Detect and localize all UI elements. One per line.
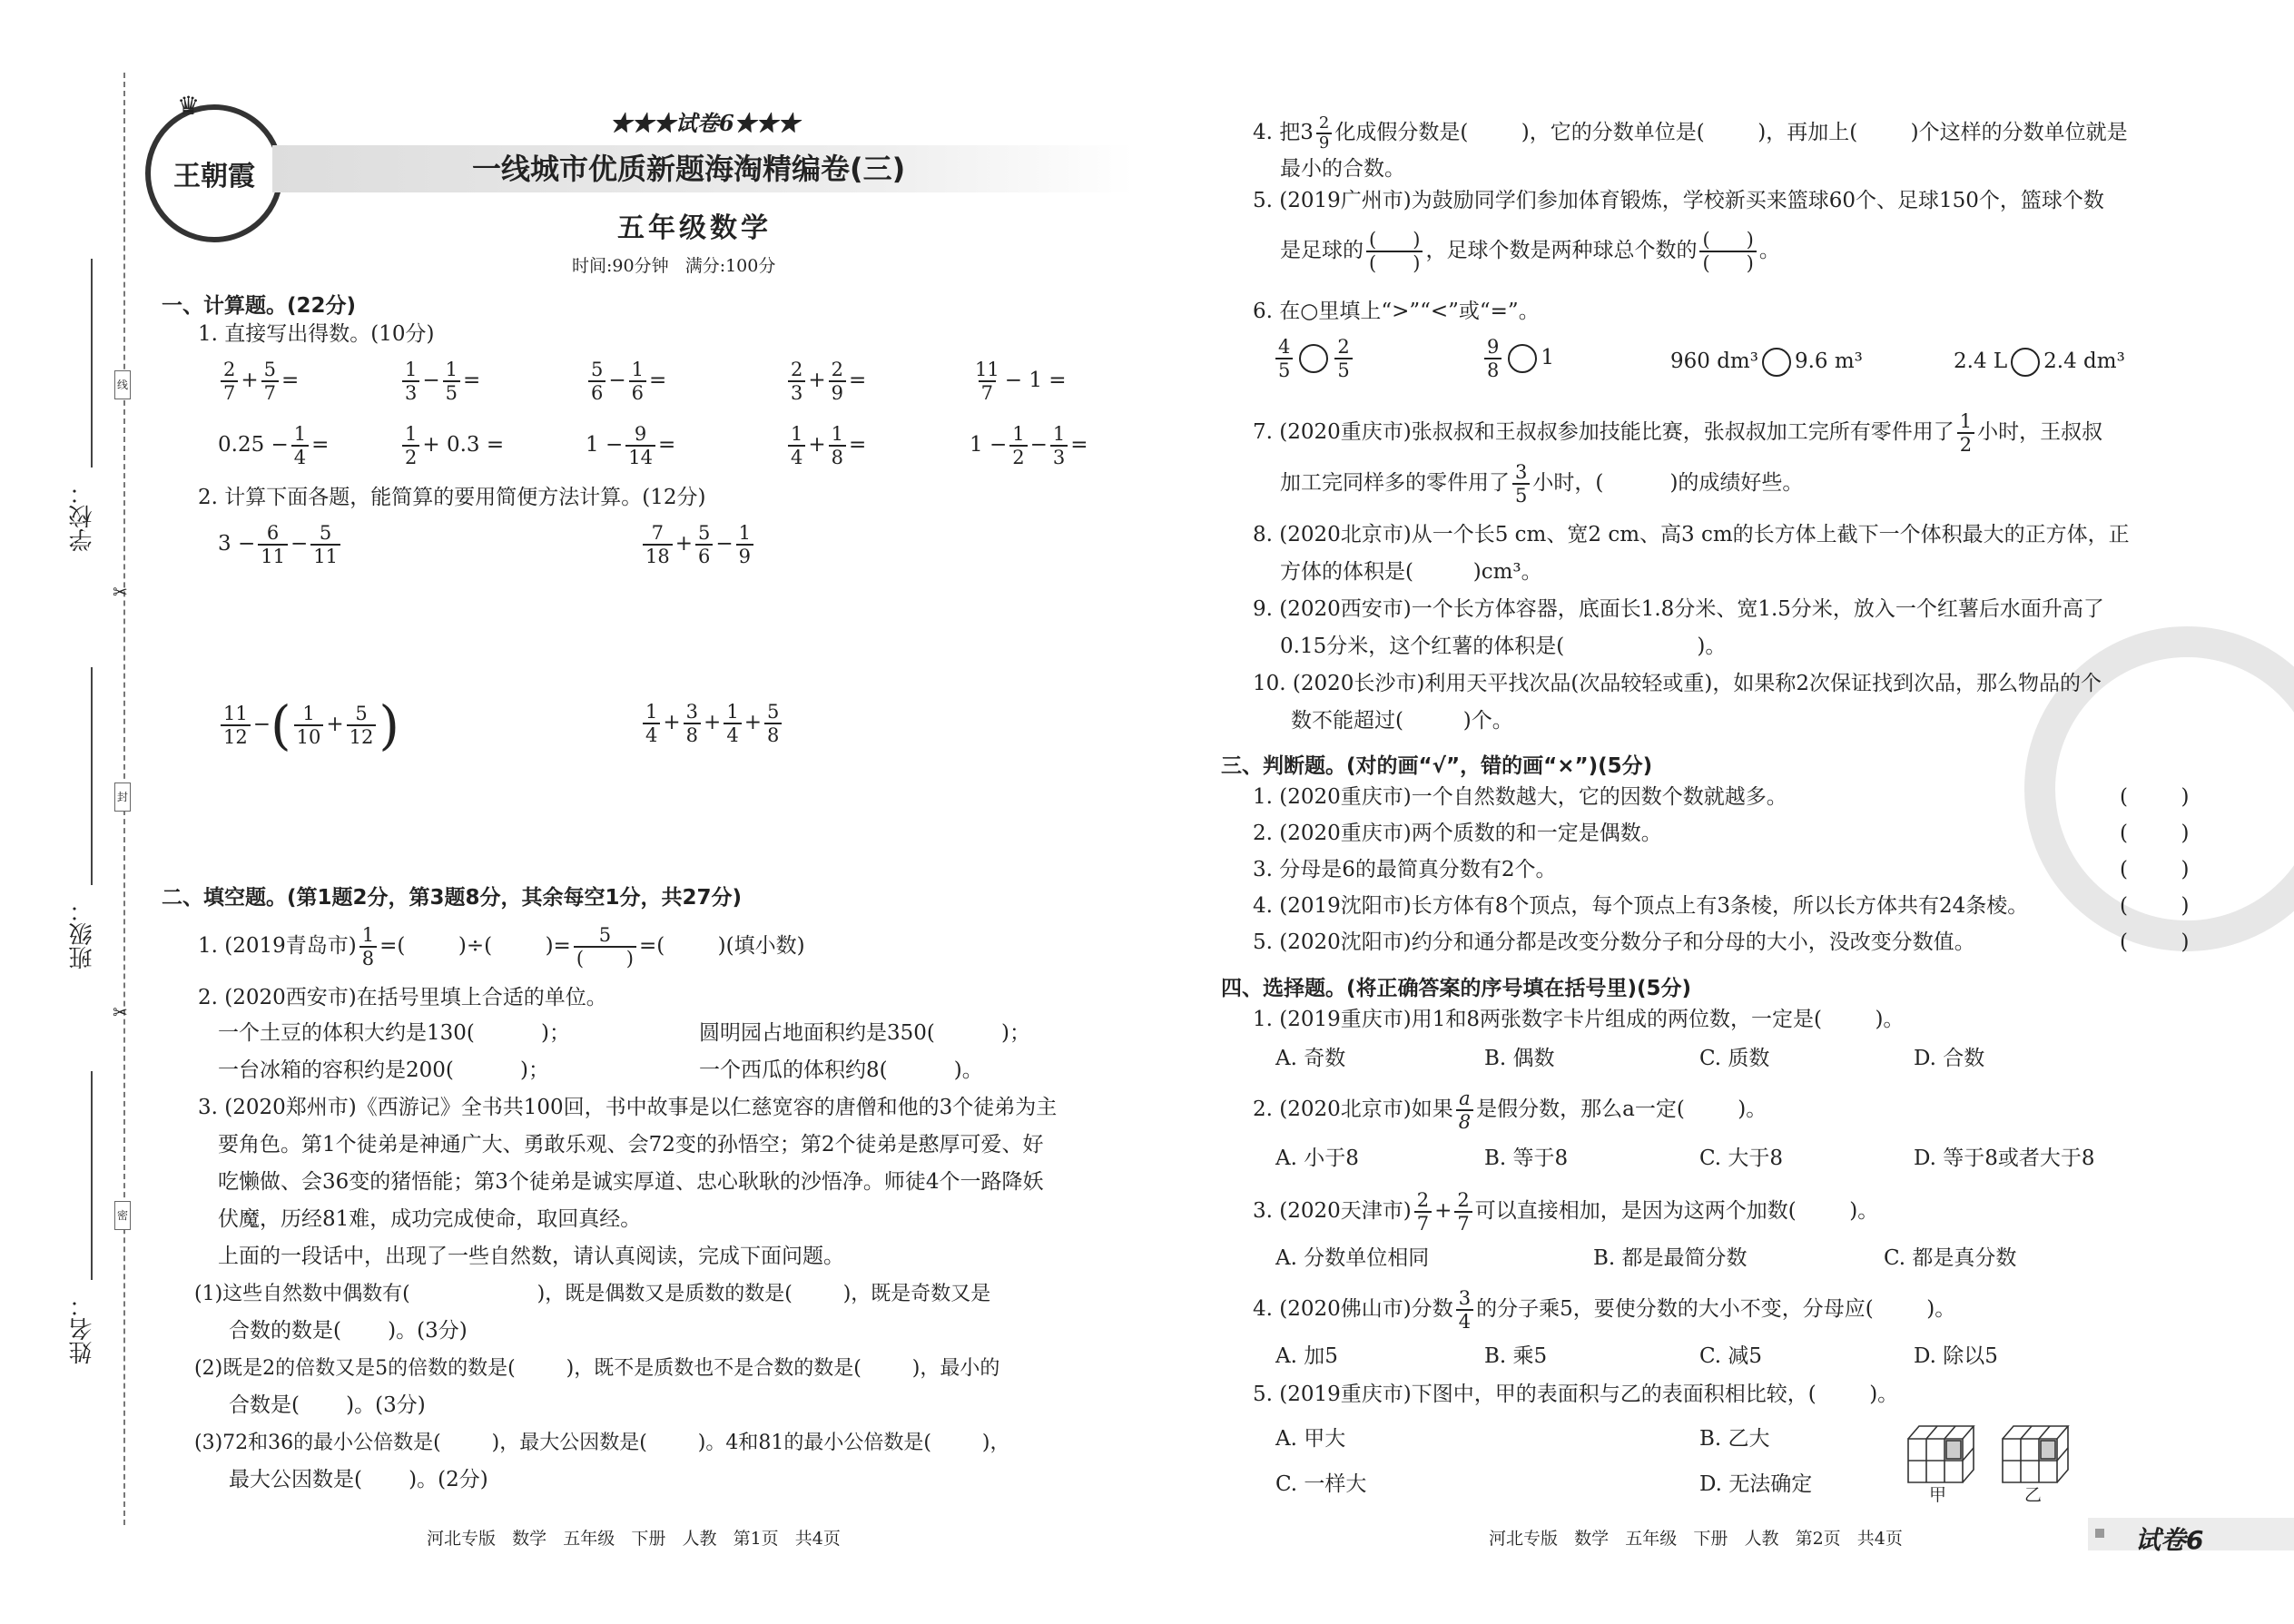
r-q10-a: 10. (2020长沙市)利用天平找次品(次品较轻或重)，如果称2次保证找到次品，那么物品的个 [1253,672,2102,695]
calc-3: $\frac{5}{6}$ − $\frac{1}{6}$ = [586,359,666,404]
c4-opt-d[interactable]: D. 除以5 [1914,1344,1998,1368]
r-q6: 6. 在○里填上“>”“<”或“=”。 [1253,300,1540,323]
r-q8-b: 方体的体积是( )cm³。 [1280,560,1542,584]
compare-2-right: 1 [1541,346,1555,369]
calc-6: 0.25 − $\frac{1}{4}$ = [218,423,330,468]
calc-10: 1 − $\frac{1}{2}$ − $\frac{1}{3}$ = [970,423,1088,468]
compare-4-right: 2.4 dm³ [2043,349,2125,373]
figure-label-yi: 乙 [2024,1485,2043,1505]
c1-opt-c[interactable]: C. 质数 [1699,1047,1770,1070]
s2-q1-a: 1. (2019青岛市) [198,934,357,958]
calc-5: $\frac{11}{7}$ − 1 = [975,359,1067,404]
tag-xian: 线 [114,370,131,399]
footer-left: 河北专版 数学 五年级 下册 人教 第1页 共4页 [427,1529,841,1549]
s2-q1: 1. (2019青岛市) $\frac{1}{8}$ =( )÷( )= $\frac{5}{( )}$ =( )(填小数) [198,924,805,969]
series-title: 一线城市优质新题海淘精编卷(三) [472,152,906,186]
r-q8-a: 8. (2020北京市)从一个长5 cm、宽2 cm、高3 cm的长方体上截下一个体积最大的正方体，正 [1253,523,2130,546]
scissors-icon-2: ✂ [113,1001,128,1023]
compare-4-left: 2.4 L [1954,349,2008,373]
exam-meta: 时间:90分钟 满分:100分 [572,256,776,276]
s2-q3-l3: 吃懒做、会36变的猪悟能；第3个徒弟是诚实厚道、忠心耿耿的沙悟净。师徒4个一路降妖 [218,1170,1044,1194]
calc-12: $\frac{7}{18}$ + $\frac{5}{6}$ − $\frac{1}{9}$ [640,522,756,567]
choice-3: 3. (2020天津市) $\frac{2}{7}$ + $\frac{2}{7}$ 可以直接相加，是因为这两个加数( )。 [1253,1189,1879,1235]
calc-1: $\frac{2}{7}$ + $\frac{5}{7}$ = [218,359,299,404]
r-q7-b: 小时，王叔叔 [1977,420,2103,444]
judge-2: 2. (2020重庆市)两个质数的和一定是偶数。 [1253,822,1662,845]
calc-7: $\frac{1}{2}$ + 0.3 = [399,423,504,468]
c4-opt-c[interactable]: C. 减5 [1699,1344,1763,1368]
judge-answer-5[interactable]: ( ) [2120,930,2190,954]
cube-figure-jia [1908,1426,1974,1482]
r-q7-line1: 7. (2020重庆市)张叔叔和王叔叔参加技能比赛，张叔叔加工完所有零件用了 $\frac{1}{2}$ 小时，王叔叔 [1253,410,2103,456]
figure-label-jia: 甲 [1929,1485,1947,1505]
compare-2: $\frac{9}{8}$ 1 [1482,336,1554,381]
compare-circle-2[interactable] [1508,344,1537,373]
c1-opt-b[interactable]: B. 偶数 [1484,1047,1555,1070]
name-label: 姓名： [69,1294,96,1364]
r-q5-c: ，足球个数是两种球总个数的 [1425,239,1698,262]
compare-circle-4[interactable] [2011,348,2040,377]
crown-icon: ♛ [177,91,201,121]
c2-opt-a[interactable]: A. 小于8 [1275,1147,1359,1170]
section-4-title: 四、选择题。(将正确答案的序号填在括号里)(5分) [1221,977,1692,1000]
judge-answer-2[interactable]: ( ) [2120,822,2190,845]
r-q7-d: 小时，( )的成绩好些。 [1532,471,1804,495]
r-q5-d: 。 [1758,239,1780,262]
c3-opt-c[interactable]: C. 都是真分数 [1884,1246,2017,1270]
s2-q2-l1b: 圆明园占地面积约是350( )； [699,1021,1030,1045]
judge-4: 4. (2019沈阳市)长方体有8个顶点，每个顶点上有3条棱，所以长方体共有24条棱。 [1253,894,2029,918]
r-q10-b: 数不能超过( )个。 [1291,709,1513,733]
r-q7-a: 7. (2020重庆市)张叔叔和王叔叔参加技能比赛，张叔叔加工完所有零件用了 [1253,420,1954,444]
choice-2: 2. (2020北京市)如果 $\frac{a}{8}$ 是假分数，那么a一定( )。 [1253,1088,1767,1133]
school-write-line [91,259,93,468]
c1-opt-a[interactable]: A. 奇数 [1275,1047,1346,1070]
r-q9-a: 9. (2020西安市)一个长方体容器，底面长1.8分米、宽1.5分米，放入一个红薯后水面升高了 [1253,597,2104,621]
c4-opt-b[interactable]: B. 乘5 [1484,1344,1548,1368]
s2-q1-b: =( )÷( )= [379,934,571,958]
s2-q3-l1: 3. (2020郑州市)《西游记》全书共100回，书中故事是以仁慈宽容的唐僧和他的3个徒弟为主 [198,1096,1058,1119]
name-write-line [91,1071,93,1280]
judge-answer-1[interactable]: ( ) [2120,785,2190,809]
c4-opt-a[interactable]: A. 加5 [1275,1344,1338,1368]
r-q7-line2: 加工完同样多的零件用了 $\frac{3}{5}$ 小时，( )的成绩好些。 [1280,461,1804,507]
c2-opt-c[interactable]: C. 大于8 [1699,1147,1784,1170]
publisher-logo [145,104,283,242]
s2-q3-p2a: (2)既是2的倍数又是5的倍数的数是( )，既不是质数也不是合数的数是( )，最小的 [194,1357,1000,1380]
s1-q2-text: 2. 计算下面各题，能简算的要用简便方法计算。(12分) [198,486,706,509]
c3-b: 可以直接相加，是因为这两个加数( )。 [1474,1199,1879,1223]
c3-opt-b[interactable]: B. 都是最简分数 [1593,1246,1748,1270]
s2-q1-c: =( )(填小数) [638,934,805,958]
s2-q3-p1a: (1)这些自然数中偶数有( )，既是偶数又是质数的数是( )，既是奇数又是 [194,1283,991,1305]
c2-a: 2. (2020北京市)如果 [1253,1097,1453,1121]
compare-4 [1954,348,2125,377]
judge-answer-4[interactable]: ( ) [2120,894,2190,918]
c2-opt-d[interactable]: D. 等于8或者大于8 [1914,1147,2095,1170]
r-q4-c: 最小的合数。 [1280,157,1405,181]
calc-8: 1 − $\frac{9}{14}$ = [586,423,676,468]
judge-1: 1. (2020重庆市)一个自然数越大，它的因数个数就越多。 [1253,785,1787,809]
s2-q3-l5: 上面的一段话中，出现了一些自然数，请认真阅读，完成下面问题。 [218,1245,844,1268]
class-write-line [91,667,93,885]
s2-q3-l4: 伏魔，历经81难，成功完成使命，取回真经。 [218,1207,642,1231]
r-q5-b: 是足球的 [1280,239,1364,262]
s2-q2-l2a: 一台冰箱的容积约是200( )； [218,1058,549,1082]
r-q7-c: 加工完同样多的零件用了 [1280,471,1510,495]
c1-opt-d[interactable]: D. 合数 [1914,1047,1985,1070]
compare-circle-1[interactable] [1299,344,1328,373]
choice-1: 1. (2019重庆市)用1和8两张数字卡片组成的两位数，一定是( )。 [1253,1008,1905,1031]
s2-q3-p2b: 合数是( )。(3分) [229,1393,426,1417]
logo-text: 王朝霞 [173,161,255,192]
c5-opt-b[interactable]: B. 乙大 [1699,1427,1770,1451]
judge-3: 3. 分母是6的最简真分数有2个。 [1253,858,1557,881]
compare-3 [1670,348,1863,377]
class-label: 班级： [69,899,96,969]
s2-q2-l1a: 一个土豆的体积大约是130( )； [218,1021,570,1045]
calc-9: $\frac{1}{4}$ + $\frac{1}{8}$ = [785,423,866,468]
calc-14: $\frac{1}{4}$ + $\frac{3}{8}$ + $\frac{1}{4}$ + $\frac{5}{8}$ [640,701,784,746]
r-q4-a: 4. 把3 [1253,121,1314,144]
footer-badge: 试卷6 [2135,1525,2204,1555]
c5-opt-a[interactable]: A. 甲大 [1275,1427,1346,1451]
s2-q3-p3a: (3)72和36的最小公倍数是( )，最大公因数是( )。4和81的最小公倍数是( )， [194,1432,1010,1454]
scissors-icon-1: ✂ [113,581,128,603]
calc-2: $\frac{1}{3}$ − $\frac{1}{5}$ = [399,359,480,404]
judge-5: 5. (2020沈阳市)约分和通分都是改变分数分子和分母的大小，没改变分数值。 [1253,930,1975,954]
c3-a: 3. (2020天津市) [1253,1199,1412,1223]
calc-11: 3 − $\frac{6}{11}$ − $\frac{5}{11}$ [218,522,343,567]
section-3-title: 三、判断题。(对的画“√”，错的画“×”)(5分) [1221,754,1653,778]
s2-q3-p1b: 合数的数是( )。(3分) [229,1319,468,1343]
c2-b: 是假分数，那么a一定( )。 [1476,1097,1767,1121]
s2-q2: 2. (2020西安市)在括号里填上合适的单位。 [198,986,607,1009]
judge-answer-3[interactable]: ( ) [2120,858,2190,881]
s1-q1-text: 1. 直接写出得数。(10分) [198,322,435,346]
footer-right: 河北专版 数学 五年级 下册 人教 第2页 共4页 [1489,1529,1903,1549]
section-2-title: 二、填空题。(第1题2分，第3题8分，其余每空1分，共27分) [162,886,743,910]
compare-3-right: 9.6 m³ [1794,349,1863,373]
c2-opt-b[interactable]: B. 等于8 [1484,1147,1569,1170]
r-q4-b: 化成假分数是( )，它的分数单位是( )，再加上( )个这样的分数单位就是 [1334,121,2128,144]
s2-q3-l2: 要角色。第1个徒弟是神通广大、勇敢乐观、会72变的孙悟空；第2个徒弟是憨厚可爱、好 [218,1133,1044,1156]
r-q4-line1: 4. 把3 $\frac{2}{9}$ 化成假分数是( )，它的分数单位是( )，再加上( )个这样的分数单位就是 [1253,113,2128,153]
compare-1: $\frac{4}{5}$ $\frac{2}{5}$ [1273,336,1355,381]
c5-opt-c[interactable]: C. 一样大 [1275,1472,1367,1496]
tag-feng: 封 [114,782,131,812]
compare-circle-3[interactable] [1762,348,1791,377]
c4-b: 的分子乘5，要使分数的大小不变，分母应( )。 [1476,1297,1956,1321]
calc-13: $\frac{11}{12}$ −( $\frac{1}{10}$ + $\frac{5}{12}$ ) [218,699,399,752]
choice-4: 4. (2020佛山市)分数 $\frac{3}{4}$ 的分子乘5，要使分数的大小不变，分母应( )。 [1253,1287,1956,1333]
school-label: 学校： [69,481,96,552]
r-q9-b: 0.15分米，这个红薯的体积是( )。 [1280,635,1727,658]
tag-mi: 密 [114,1201,131,1230]
s2-q2-l2b: 一个西瓜的体积约8( )。 [699,1058,983,1082]
cube-figure-yi [2003,1426,2068,1482]
calc-4: $\frac{2}{3}$ + $\frac{2}{9}$ = [785,359,866,404]
s2-q3-p3b: 最大公因数是( )。(2分) [229,1468,488,1491]
subject-title: 五年级数学 [617,212,772,244]
footer-square-icon [2095,1529,2104,1538]
c4-a: 4. (2020佛山市)分数 [1253,1297,1453,1321]
c5-opt-d[interactable]: D. 无法确定 [1699,1472,1813,1496]
c3-opt-a[interactable]: A. 分数单位相同 [1275,1246,1430,1270]
section-1-title: 一、计算题。(22分) [162,294,357,318]
exam-tag: ★★★试卷6★★★ [610,110,800,136]
cube-figures [1906,1421,2079,1486]
compare-3-left: 960 dm³ [1670,349,1758,373]
r-q5-line2: 是足球的 $\frac{( )}{( )}$ ，足球个数是两种球总个数的 $\frac{( )}{( )}$ 。 [1280,229,1780,274]
choice-5: 5. (2019重庆市)下图中，甲的表面积与乙的表面积相比较，( )。 [1253,1383,1899,1406]
r-q5-a: 5. (2019广州市)为鼓励同学们参加体育锻炼，学校新买来篮球60个、足球150个，篮球个数 [1253,189,2104,212]
